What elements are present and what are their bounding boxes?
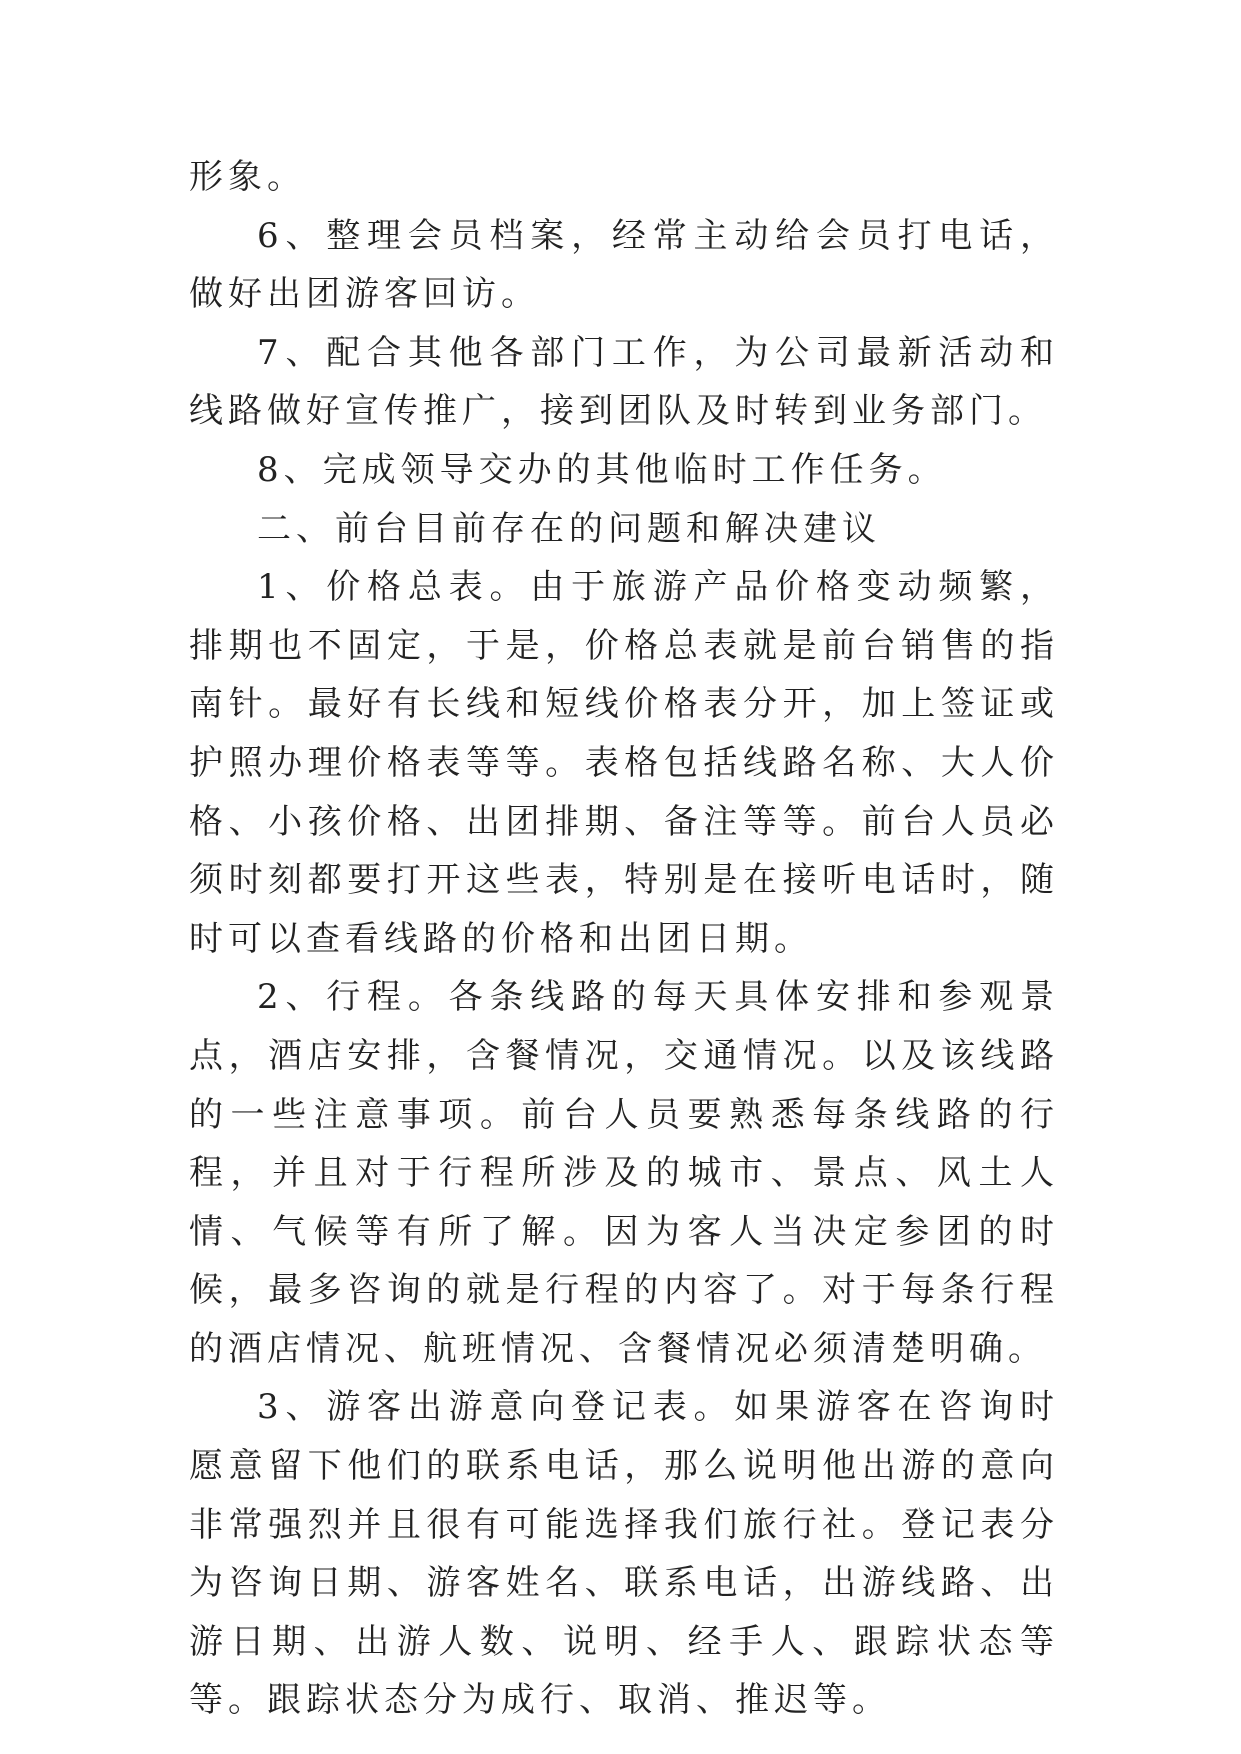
paragraph-item-8: 8、完成领导交办的其他临时工作任务。: [257, 449, 947, 490]
paragraph-item-6: 6、整理会员档案，经常主动给会员打电话，做好出团游客回访。: [189, 215, 1059, 315]
paragraph-registration-form: 3、游客出游意向登记表。如果游客在咨询时愿意留下他们的联系电话，那么说明他出游的意向非常强烈并且很有可能选择我们旅行社。登记表分为咨询日期、游客姓名、联系电话，出游线路、出游日期、出游人数、说明、经手人、跟踪状态等等。跟踪状态分为成行、取消、推迟等。: [189, 1387, 1059, 1721]
document-body: [189, 148, 1059, 1730]
paragraph-price-table: 1、价格总表。由于旅游产品价格变动频繁，排期也不固定，于是，价格总表就是前台销售的指南针。最好有长线和短线价格表分开，加上签证或护照办理价格表等等。表格包括线路名称、大人价格、小孩价格、出团排期、备注等等。前台人员必须时刻都要打开这些表，特别是在接听电话时，随时可以查看线路的价格和出团日期。: [189, 567, 1059, 959]
section-heading-2: 二、前台目前存在的问题和解决建议: [257, 508, 881, 549]
paragraph-itinerary: 2、行程。各条线路的每天具体安排和参观景点，酒店安排，含餐情况，交通情况。以及该线路的一些注意事项。前台人员要熟悉每条线路的行程，并且对于行程所涉及的城市、景点、风土人情、气候等有所了解。因为客人当决定参团的时候，最多咨询的就是行程的内容了。对于每条行程的酒店情况、航班情况、含餐情况必须清楚明确。: [189, 977, 1059, 1369]
paragraph-continuation: 形象。: [189, 157, 306, 197]
paragraph-item-7: 7、配合其他各部门工作，为公司最新活动和线路做好宣传推广，接到团队及时转到业务部门。: [189, 332, 1059, 432]
